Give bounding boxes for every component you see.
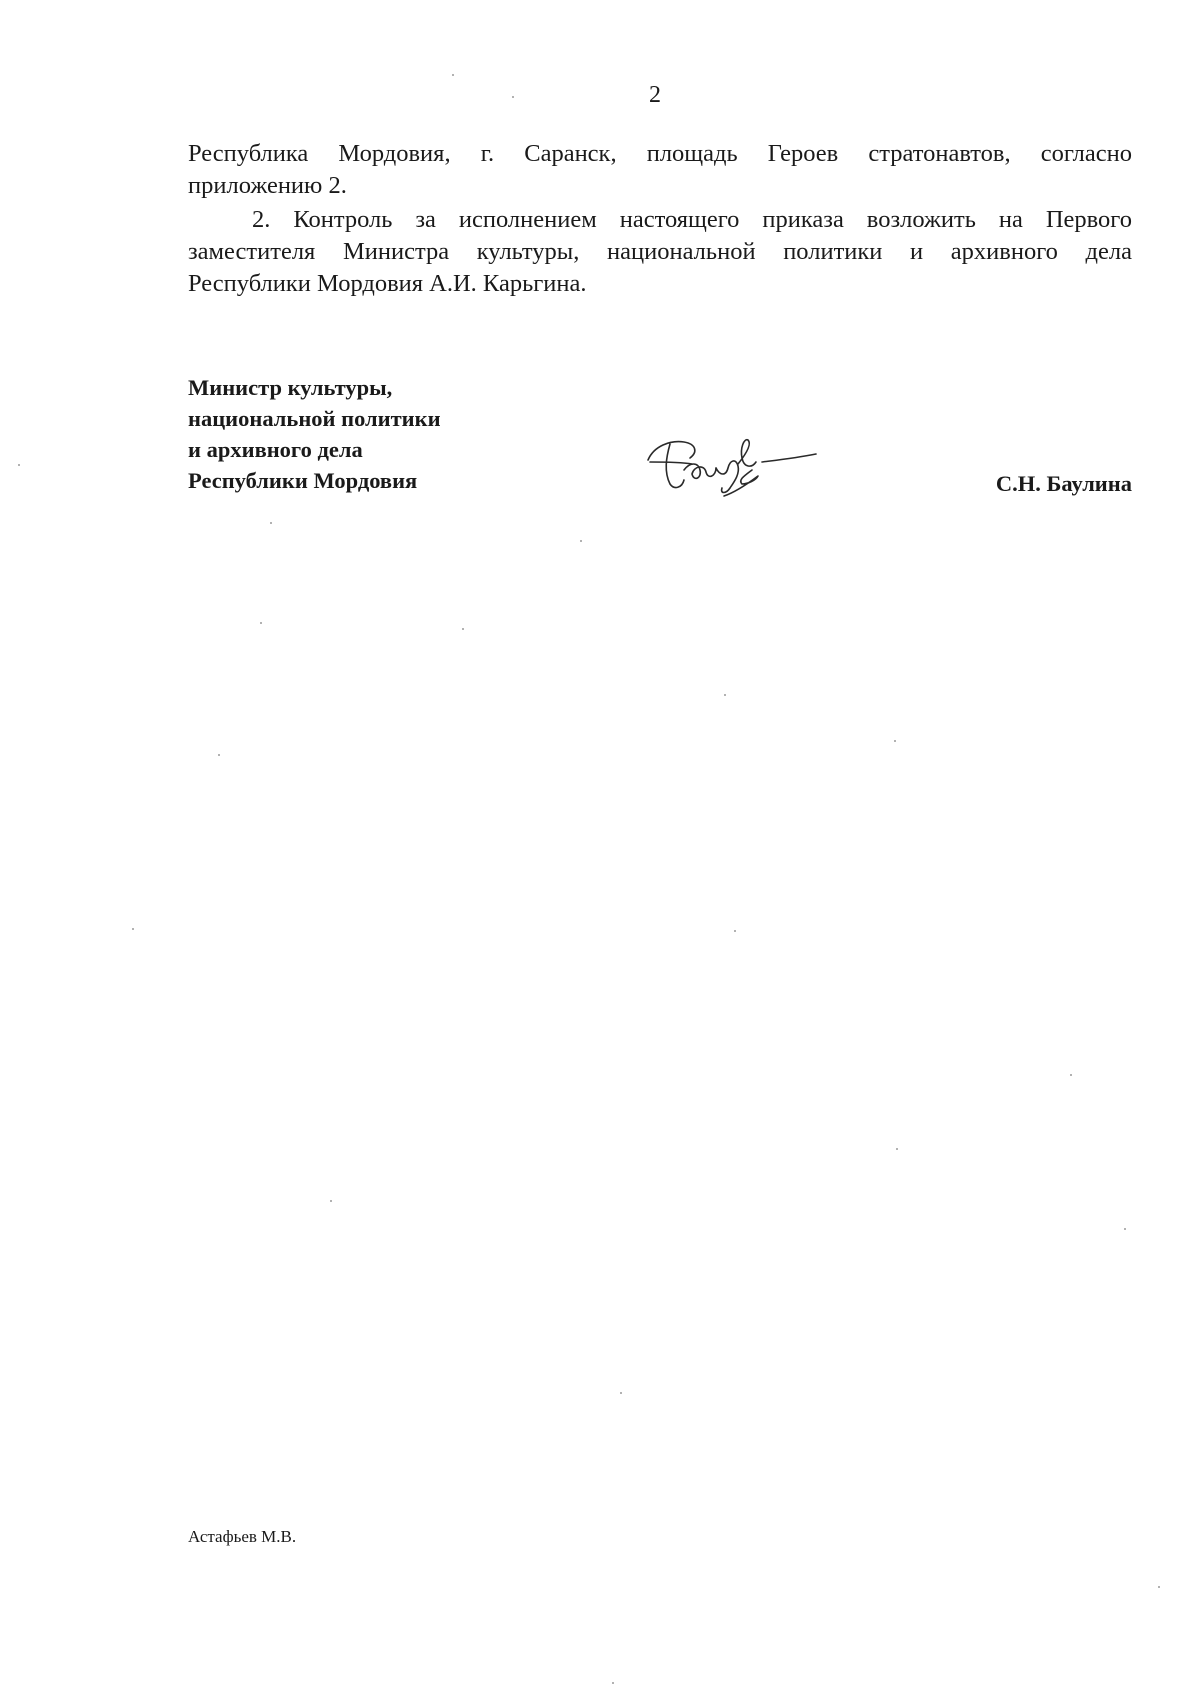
scan-speck — [452, 74, 454, 76]
paragraph-line: Республика Мордовия, г. Саранск, площадь Героев стратонавтов, согласно — [188, 140, 1132, 167]
signatory-title-line: и архивного дела — [188, 437, 363, 462]
signatory-title-line: Министр культуры, — [188, 375, 393, 400]
paragraph-line: Республики Мордовия А.И. Карьгина. — [188, 270, 587, 297]
scan-speck — [580, 540, 582, 542]
scan-speck — [462, 628, 464, 630]
signatory-title — [188, 372, 441, 496]
scan-speck — [1158, 1586, 1160, 1588]
scan-speck — [894, 740, 896, 742]
scan-speck — [270, 522, 272, 524]
signatory-title-line: национальной политики — [188, 406, 441, 431]
executor-name: Астафьев М.В. — [188, 1527, 297, 1546]
scan-speck — [218, 754, 220, 756]
scan-speck — [132, 928, 134, 930]
scan-speck — [512, 96, 514, 98]
scan-speck — [330, 1200, 332, 1202]
paragraph-line: приложению 2. — [188, 172, 347, 199]
paragraph-address — [188, 138, 1132, 202]
scan-speck — [612, 1682, 614, 1684]
page-number: 2 — [649, 82, 661, 108]
scan-speck — [734, 930, 736, 932]
scan-speck — [1070, 1074, 1072, 1076]
scan-speck — [18, 464, 20, 466]
paragraph-control-clause — [188, 204, 1132, 300]
scan-speck — [896, 1148, 898, 1150]
paragraph-line: 2. Контроль за исполнением настоящего приказа возложить на Первого — [252, 206, 1132, 233]
signatory-title-line: Республики Мордовия — [188, 468, 418, 493]
paragraph-line: заместителя Министра культуры, национальной политики и архивного дела — [188, 238, 1132, 265]
scan-speck — [620, 1392, 622, 1394]
signer-name: С.Н. Баулина — [995, 471, 1132, 496]
scan-speck — [260, 622, 262, 624]
handwritten-signature — [640, 418, 830, 508]
scan-speck — [724, 694, 726, 696]
scan-speck — [1124, 1228, 1126, 1230]
